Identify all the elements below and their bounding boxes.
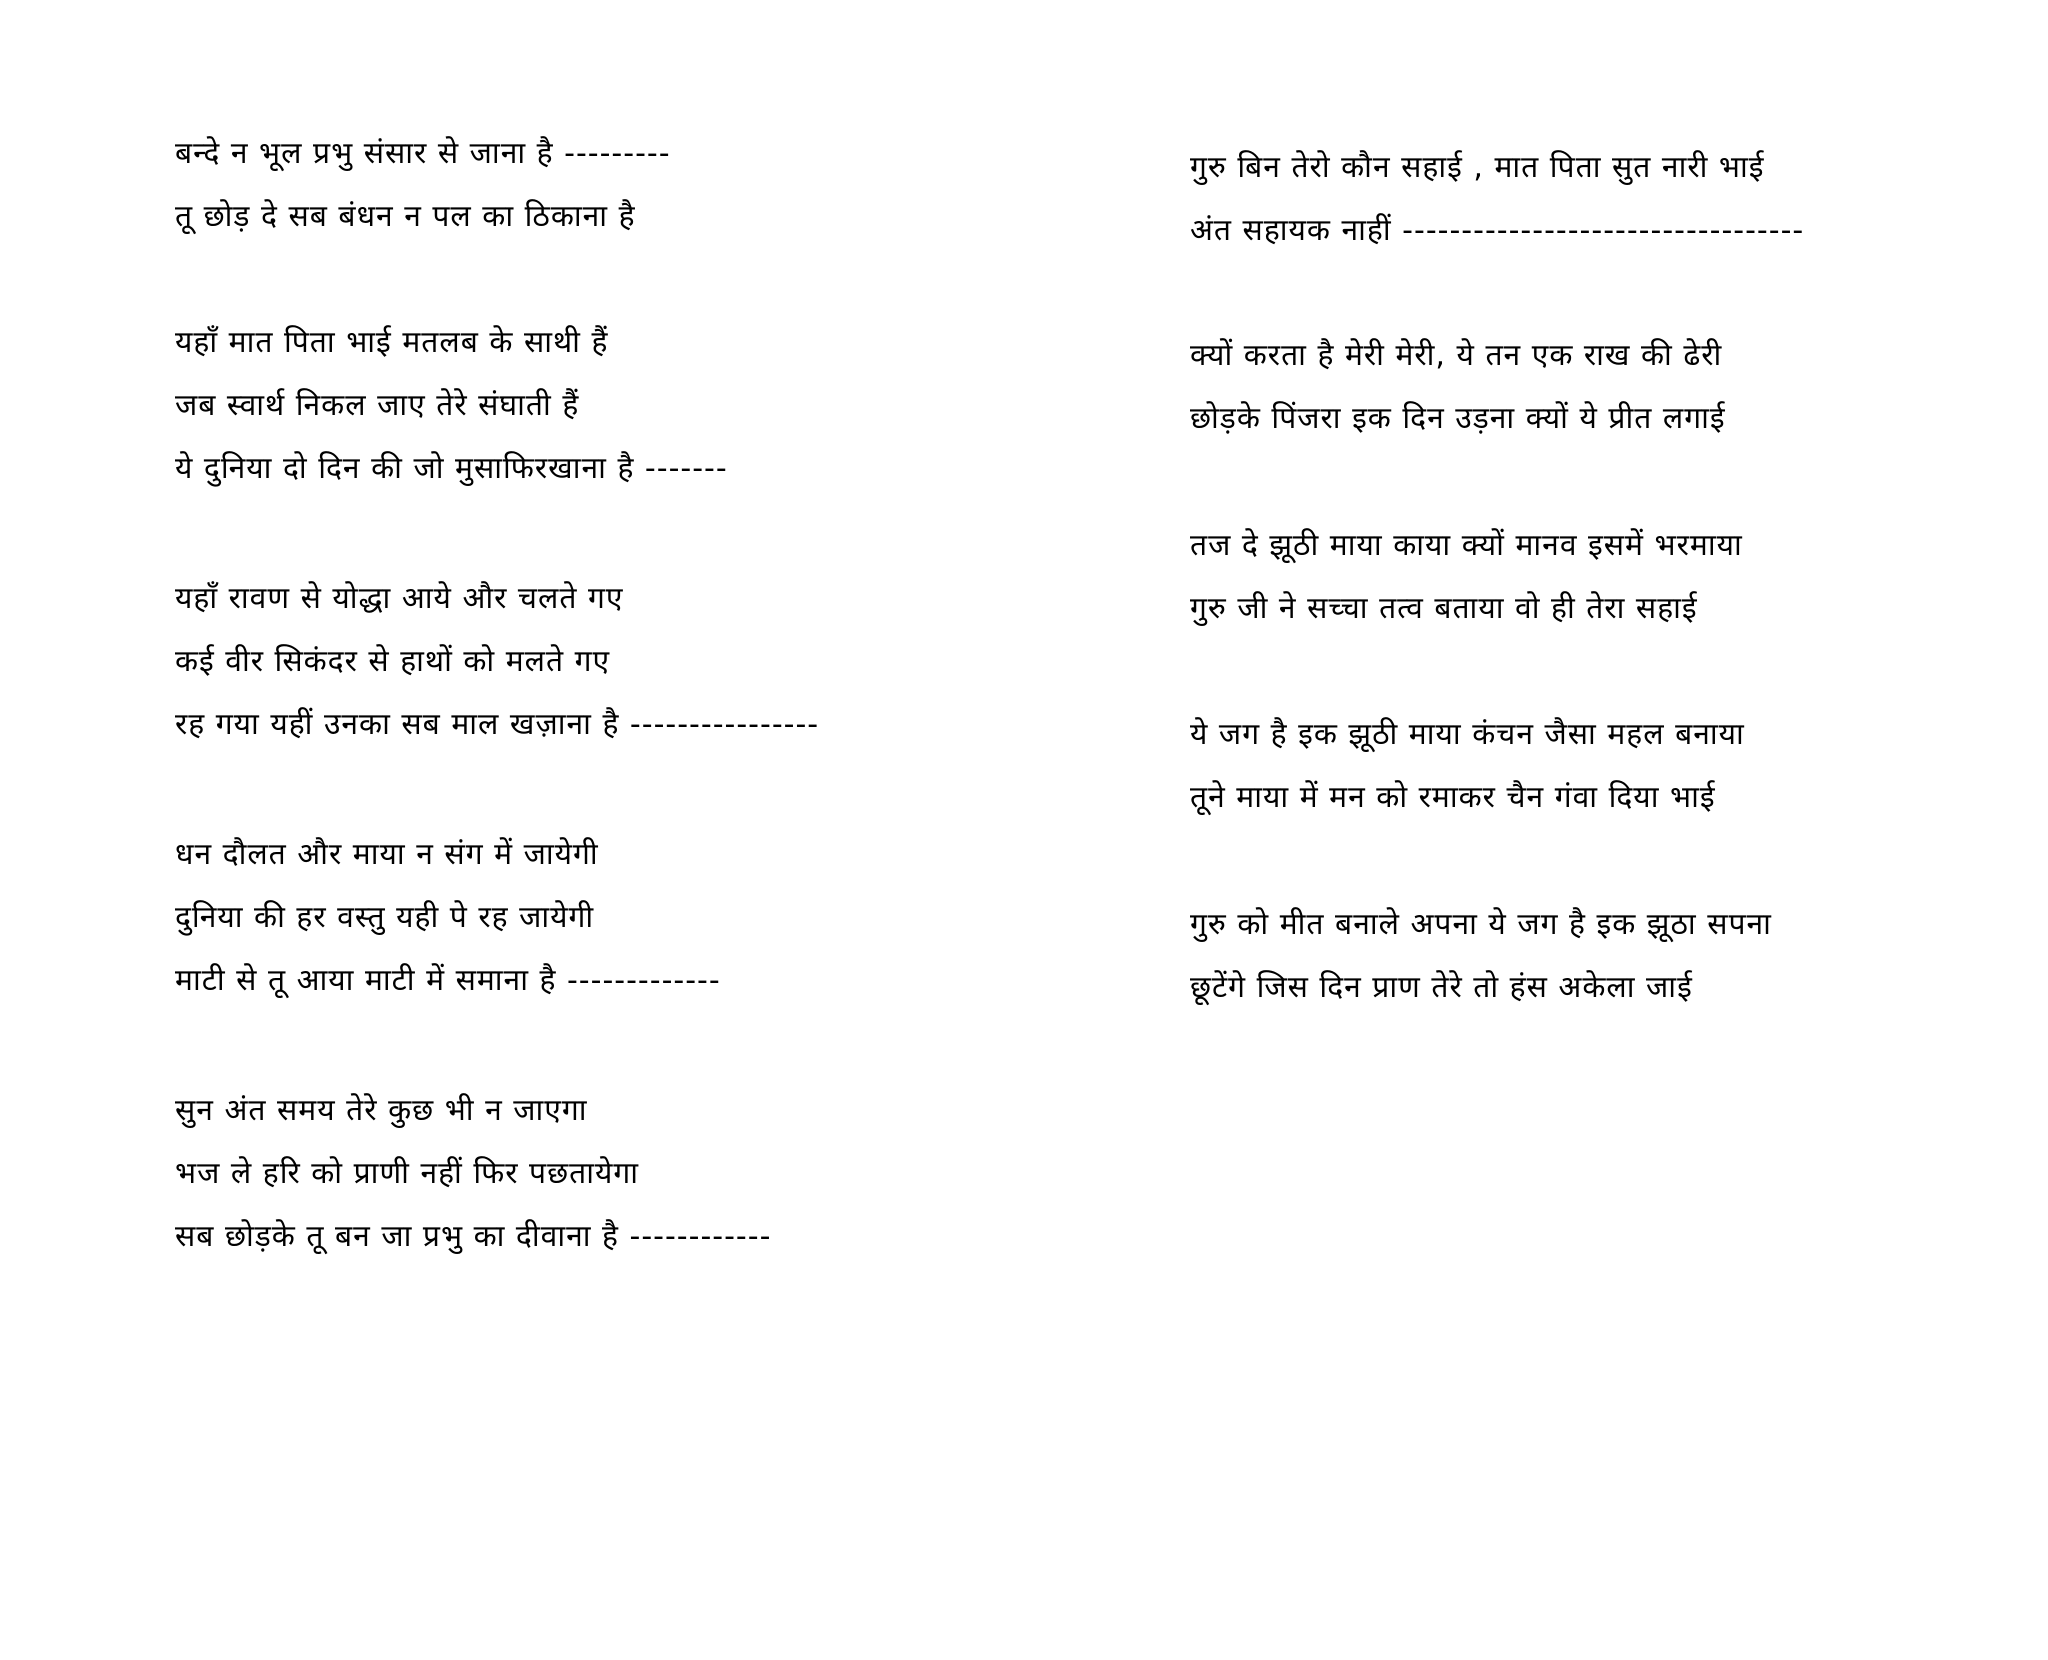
lyric-line: जब स्वार्थ निकल जाए तेरे संघाती हैं xyxy=(175,388,580,423)
lyric-line: छोड़के पिंजरा इक दिन उड़ना क्यों ये प्रीत लगाई xyxy=(1190,401,1726,436)
right-stanza xyxy=(1190,514,2010,640)
lyric-line: गुरु को मीत बनाले अपना ये जग है इक झूठा सपना xyxy=(1190,907,1772,942)
lyric-line: यहाँ रावण से योद्धा आये और चलते गए xyxy=(175,581,624,616)
lyric-line: रह गया यहीं उनका सब माल खज़ाना है ---------------- xyxy=(175,707,820,742)
right-stanza xyxy=(1190,703,2010,829)
right-stanza xyxy=(1190,324,2010,450)
lyric-line: सब छोड़के तू बन जा प्रभु का दीवाना है ------------ xyxy=(175,1219,772,1254)
lyric-line: यहाँ मात पिता भाई मतलब के साथी हैं xyxy=(175,325,609,360)
lyric-line: गुरु बिन तेरो कौन सहाई , मात पिता सुत नारी भाई xyxy=(1190,150,1765,185)
left-stanza xyxy=(175,567,995,756)
lyric-line: तू छोड़ दे सब बंधन न पल का ठिकाना है xyxy=(175,199,636,234)
lyric-line: भज ले हरि को प्राणी नहीं फिर पछतायेगा xyxy=(175,1156,640,1191)
lyric-line: सुन अंत समय तेरे कुछ भी न जाएगा xyxy=(175,1093,588,1128)
lyric-line: गुरु जी ने सच्चा तत्व बताया वो ही तेरा सहाई xyxy=(1190,591,1698,626)
lyric-line: कई वीर सिकंदर से हाथों को मलते गए xyxy=(175,644,611,679)
left-stanza xyxy=(175,1079,995,1268)
lyric-line: दुनिया की हर वस्तु यही पे रह जायेगी xyxy=(175,900,595,935)
left-stanza xyxy=(175,823,995,1012)
lyric-line: क्यों करता है मेरी मेरी, ये तन एक राख की ढेरी xyxy=(1190,338,1723,373)
lyric-line: अंत सहायक नाहीं ---------------------------------- xyxy=(1190,213,1805,248)
lyric-line: बन्दे न भूल प्रभु संसार से जाना है --------- xyxy=(175,136,671,171)
lyric-line: ये दुनिया दो दिन की जो मुसाफिरखाना है ------- xyxy=(175,451,728,486)
right-stanza xyxy=(1190,136,2010,262)
lyric-line: धन दौलत और माया न संग में जायेगी xyxy=(175,837,599,872)
lyric-line: छूटेंगे जिस दिन प्राण तेरे तो हंस अकेला जाई xyxy=(1190,970,1693,1005)
lyric-line: तूने माया में मन को रमाकर चैन गंवा दिया भाई xyxy=(1190,780,1716,815)
right-stanza xyxy=(1190,893,2010,1019)
lyric-line: माटी से तू आया माटी में समाना है ------------- xyxy=(175,963,721,998)
left-stanza xyxy=(175,122,995,248)
left-stanza xyxy=(175,311,995,500)
lyric-line: ये जग है इक झूठी माया कंचन जैसा महल बनाया xyxy=(1190,717,1745,752)
lyric-line: तज दे झूठी माया काया क्यों मानव इसमें भरमाया xyxy=(1190,528,1743,563)
